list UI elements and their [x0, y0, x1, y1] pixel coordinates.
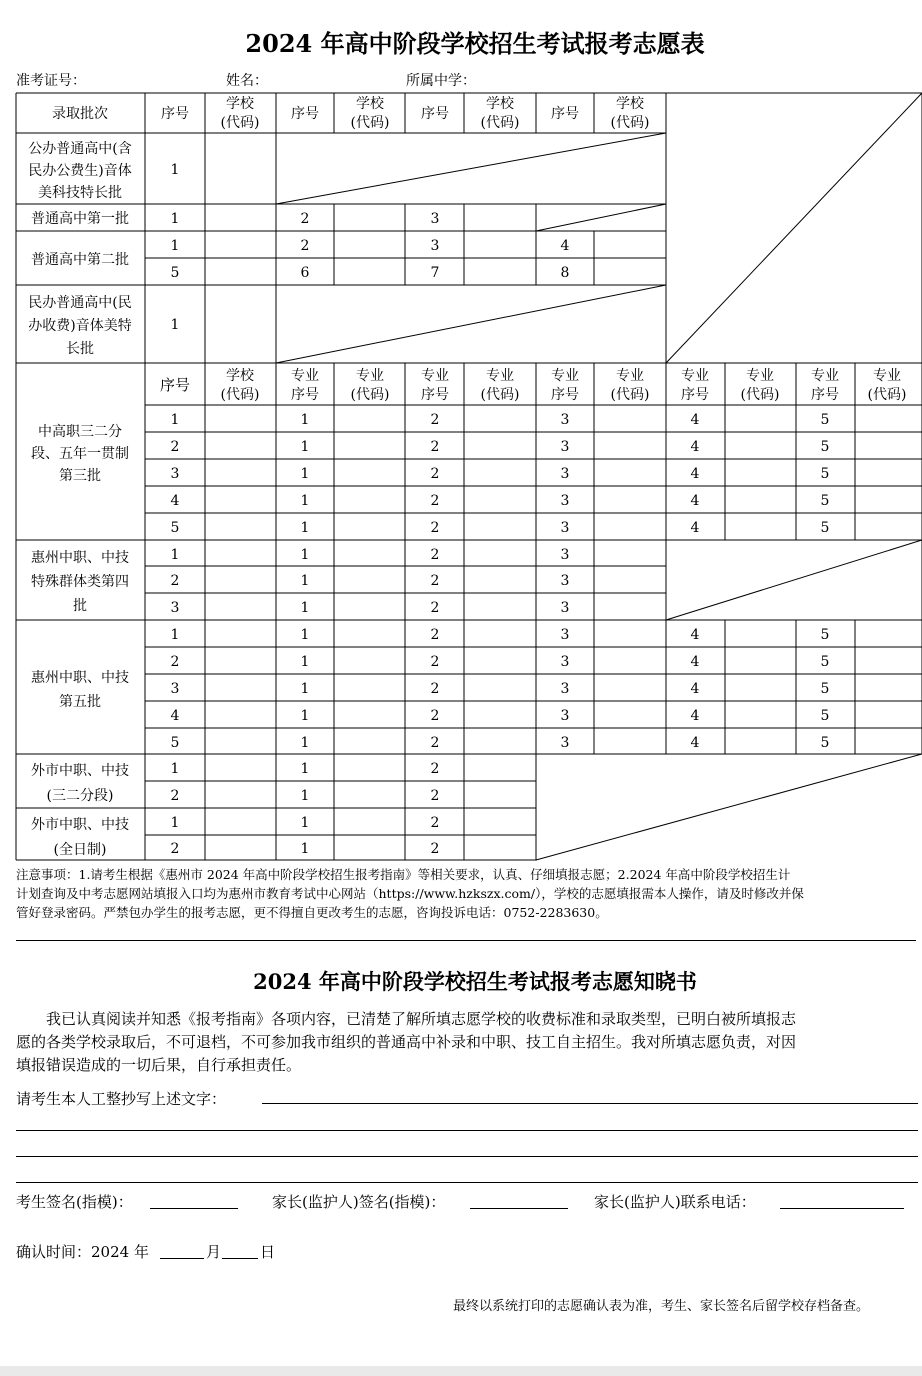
seq-number: 1 — [300, 788, 310, 804]
seq-number: 2 — [170, 573, 180, 589]
copy-line[interactable] — [16, 1182, 918, 1183]
batch-label: 办收费)音体美特 — [28, 318, 132, 334]
seq-number: 3 — [430, 211, 440, 227]
seq-number: 4 — [690, 681, 700, 697]
batch-label: 民办公费生)音体 — [28, 163, 132, 179]
batch-label: (三二分段) — [46, 788, 114, 804]
seq-number: 5 — [820, 493, 830, 509]
seq-number: 1 — [300, 841, 310, 857]
seq-number: 4 — [690, 627, 700, 643]
batch-label: 民办普通高中(民 — [28, 295, 132, 311]
seq-number: 1 — [300, 600, 310, 616]
col-header-seq: 序号 — [551, 106, 579, 122]
seq-number: 2 — [170, 788, 180, 804]
seq-number: 1 — [300, 761, 310, 777]
col-header-code: (代码) — [610, 115, 650, 131]
col-header-major-sub: 序号 — [811, 387, 839, 403]
table-grid-lines — [16, 93, 922, 860]
seq-number: 8 — [560, 265, 570, 281]
seq-number: 3 — [560, 573, 570, 589]
batch-label: 公办普通高中(含 — [28, 141, 132, 157]
seq-number: 1 — [170, 211, 180, 227]
batch-label: 惠州中职、中技 — [31, 550, 129, 566]
parent-signature-field[interactable] — [470, 1208, 568, 1209]
col-header-major: 专业 — [811, 368, 839, 384]
seq-number: 3 — [430, 238, 440, 254]
seq-number: 7 — [430, 265, 440, 281]
student-signature-field[interactable] — [150, 1208, 238, 1209]
seq-number: 5 — [820, 654, 830, 670]
seq-number: 2 — [430, 600, 440, 616]
col-header-major: 专业 — [291, 368, 319, 384]
col-header-major-sub: 序号 — [551, 387, 579, 403]
seq-number: 3 — [170, 466, 180, 482]
seq-number: 5 — [820, 681, 830, 697]
seq-number: 5 — [170, 520, 180, 536]
seq-number: 1 — [170, 238, 180, 254]
seq-number: 2 — [430, 735, 440, 751]
seq-number: 5 — [170, 265, 180, 281]
seq-number: 2 — [170, 439, 180, 455]
seq-number: 3 — [560, 708, 570, 724]
col-header-seq: 序号 — [421, 106, 449, 122]
batch-label: 外市中职、中技 — [31, 817, 129, 833]
seq-number: 3 — [560, 439, 570, 455]
seq-number: 1 — [170, 815, 180, 831]
col-header-major: 专业 — [356, 368, 384, 384]
col-header-school: 学校 — [356, 96, 384, 112]
day-field[interactable] — [222, 1258, 258, 1259]
seq-number: 1 — [300, 815, 310, 831]
seq-number: 2 — [430, 412, 440, 428]
col-header-seq: 序号 — [159, 376, 191, 394]
seq-number: 1 — [300, 681, 310, 697]
seq-number: 2 — [430, 439, 440, 455]
col-header-major: 专业 — [616, 368, 644, 384]
seq-number: 4 — [170, 493, 180, 509]
seq-number: 5 — [820, 439, 830, 455]
seq-number: 1 — [300, 466, 310, 482]
seq-number: 1 — [170, 412, 180, 428]
col-header-major: 专业 — [421, 368, 449, 384]
seq-number: 5 — [820, 412, 830, 428]
seq-number: 5 — [820, 520, 830, 536]
batch-label: 美科技特长批 — [38, 185, 122, 201]
seq-number: 1 — [170, 547, 180, 563]
notes-line: 管好登录密码。严禁包办学生的报考志愿，更不得擅自更改考生的志愿，咨询投诉电话：0752-2283630。 — [16, 905, 608, 920]
exam-number-label: 准考证号： — [16, 73, 86, 89]
seq-number: 6 — [300, 265, 310, 281]
seq-number: 4 — [690, 520, 700, 536]
seq-number: 4 — [690, 654, 700, 670]
col-header-major-sub: 序号 — [681, 387, 709, 403]
batch-label: 普通高中第一批 — [31, 211, 129, 227]
seq-number: 1 — [170, 627, 180, 643]
seq-number: 4 — [690, 735, 700, 751]
col-header-seq: 序号 — [161, 106, 189, 122]
batch-label: 第三批 — [59, 468, 101, 484]
col-header-major-sub: 序号 — [291, 387, 319, 403]
col-header-major-sub: (代码) — [350, 387, 390, 403]
seq-number: 1 — [300, 520, 310, 536]
seq-number: 2 — [430, 627, 440, 643]
seq-number: 4 — [690, 493, 700, 509]
notice-body — [16, 1008, 796, 1077]
seq-number: 2 — [300, 211, 310, 227]
day-label: 日 — [260, 1243, 276, 1261]
seq-number: 3 — [560, 493, 570, 509]
seq-number: 1 — [300, 547, 310, 563]
batch-label: 段、五年一贯制 — [31, 446, 129, 462]
col-header-major-sub: (代码) — [610, 387, 650, 403]
parent-phone-label: 家长(监护人)联系电话： — [594, 1193, 756, 1211]
seq-number: 1 — [300, 573, 310, 589]
col-header-batch: 录取批次 — [52, 106, 108, 122]
copy-prompt: 请考生本人工整抄写上述文字： — [16, 1090, 227, 1108]
seq-number: 1 — [170, 761, 180, 777]
seq-number: 3 — [560, 654, 570, 670]
seq-number: 4 — [560, 238, 570, 254]
parent-phone-field[interactable] — [780, 1208, 904, 1209]
parent-signature-label: 家长(监护人)签名(指模)： — [272, 1193, 446, 1211]
table-text — [28, 95, 906, 858]
seq-number: 2 — [430, 788, 440, 804]
seq-number: 1 — [300, 493, 310, 509]
seq-number: 3 — [170, 600, 180, 616]
footer-note: 最终以系统打印的志愿确认表为准，考生、家长签名后留学校存档备查。 — [453, 1299, 870, 1314]
form-title: 2024 年高中阶段学校招生考试报考志愿表 — [245, 29, 705, 58]
seq-number: 2 — [430, 520, 440, 536]
seq-number: 2 — [430, 573, 440, 589]
seq-number: 4 — [690, 708, 700, 724]
batch-label: (全日制) — [53, 842, 107, 858]
batch-label: 惠州中职、中技 — [31, 670, 129, 686]
seq-number: 2 — [430, 654, 440, 670]
seq-number: 3 — [560, 520, 570, 536]
seq-number: 5 — [820, 627, 830, 643]
seq-number: 5 — [820, 708, 830, 724]
col-header-school: 学校 — [226, 368, 254, 384]
seq-number: 1 — [300, 708, 310, 724]
seq-number: 4 — [690, 439, 700, 455]
batch-label: 第五批 — [59, 694, 101, 710]
notice-title: 2024 年高中阶段学校招生考试报考志愿知晓书 — [253, 969, 697, 994]
col-header-school: 学校 — [486, 96, 514, 112]
seq-number: 2 — [430, 547, 440, 563]
batch-label: 普通高中第二批 — [31, 252, 129, 268]
seq-number: 1 — [300, 627, 310, 643]
col-header-school: 学校 — [226, 96, 254, 112]
col-header-major: 专业 — [746, 368, 774, 384]
col-header-major: 专业 — [873, 368, 901, 384]
notes-line: 计划查询及中考志愿网站填报入口均为惠州市教育考试中心网站（https://www.hzkszx.com/），学校的志愿填报需本人操作，请及时修改并保 — [16, 886, 804, 901]
batch-label: 批 — [73, 598, 87, 614]
notes-line: 注意事项：1.请考生根据《惠州市 2024 年高中阶段学校招生报考指南》等相关要求，认真、仔细填报志愿；2.2024 年高中阶段学校招生计 — [16, 867, 791, 882]
seq-number: 1 — [300, 439, 310, 455]
seq-number: 3 — [560, 681, 570, 697]
seq-number: 2 — [430, 681, 440, 697]
student-signature-label: 考生签名(指模)： — [16, 1193, 133, 1211]
seq-number: 1 — [300, 735, 310, 751]
col-header-code: (代码) — [220, 387, 260, 403]
col-header-major-sub: 序号 — [421, 387, 449, 403]
col-header-major-sub: (代码) — [867, 387, 907, 403]
seq-number: 4 — [690, 466, 700, 482]
col-header-major-sub: (代码) — [480, 387, 520, 403]
notes-section — [16, 865, 804, 922]
batch-label: 长批 — [66, 341, 94, 357]
col-header-school: 学校 — [616, 96, 644, 112]
divider — [16, 940, 916, 941]
middle-school-label: 所属中学： — [406, 73, 476, 89]
col-header-major: 专业 — [681, 368, 709, 384]
seq-number: 2 — [430, 466, 440, 482]
seq-number: 2 — [430, 493, 440, 509]
col-header-code: (代码) — [220, 115, 260, 131]
copy-line[interactable] — [16, 1156, 918, 1157]
seq-number: 3 — [560, 547, 570, 563]
student-name-label: 姓名： — [226, 73, 268, 89]
seq-number: 3 — [560, 627, 570, 643]
seq-number: 2 — [430, 761, 440, 777]
seq-number: 2 — [170, 654, 180, 670]
notice-line: 我已认真阅读并知悉《报考指南》各项内容，已清楚了解所填志愿学校的收费标准和录取类型，已明白被所填报志 — [16, 1010, 797, 1028]
seq-number: 5 — [170, 735, 180, 751]
seq-number: 4 — [170, 708, 180, 724]
copy-line[interactable] — [16, 1130, 918, 1131]
col-header-major: 专业 — [486, 368, 514, 384]
seq-number: 1 — [170, 317, 180, 333]
seq-number: 1 — [300, 412, 310, 428]
seq-number: 2 — [430, 841, 440, 857]
batch-label: 特殊群体类第四 — [31, 574, 129, 590]
col-header-major-sub: (代码) — [740, 387, 780, 403]
col-header-code: (代码) — [480, 115, 520, 131]
col-header-code: (代码) — [350, 115, 390, 131]
col-header-major: 专业 — [551, 368, 579, 384]
month-field[interactable] — [160, 1258, 204, 1259]
seq-number: 1 — [170, 162, 180, 178]
seq-number: 3 — [560, 600, 570, 616]
batch-label: 外市中职、中技 — [31, 763, 129, 779]
seq-number: 2 — [170, 841, 180, 857]
seq-number: 3 — [560, 412, 570, 428]
confirm-date-label: 确认时间：2024 年 — [16, 1243, 149, 1261]
seq-number: 3 — [560, 735, 570, 751]
batch-label: 中高职三二分 — [38, 424, 122, 440]
notice-line: 填报错误造成的一切后果，自行承担责任。 — [16, 1056, 302, 1074]
notice-line: 愿的各类学校录取后，不可退档，不可参加我市组织的普通高中补录和中职、技工自主招生。我对所填志愿负责，对因 — [16, 1033, 797, 1051]
month-label: 月 — [206, 1243, 222, 1261]
seq-number: 5 — [820, 466, 830, 482]
copy-line[interactable] — [262, 1103, 918, 1104]
col-header-seq: 序号 — [291, 106, 319, 122]
seq-number: 2 — [300, 238, 310, 254]
seq-number: 4 — [690, 412, 700, 428]
seq-number: 3 — [560, 466, 570, 482]
seq-number: 3 — [170, 681, 180, 697]
seq-number: 2 — [430, 708, 440, 724]
seq-number: 2 — [430, 815, 440, 831]
seq-number: 5 — [820, 735, 830, 751]
page-bottom-edge — [0, 1366, 922, 1376]
seq-number: 1 — [300, 654, 310, 670]
